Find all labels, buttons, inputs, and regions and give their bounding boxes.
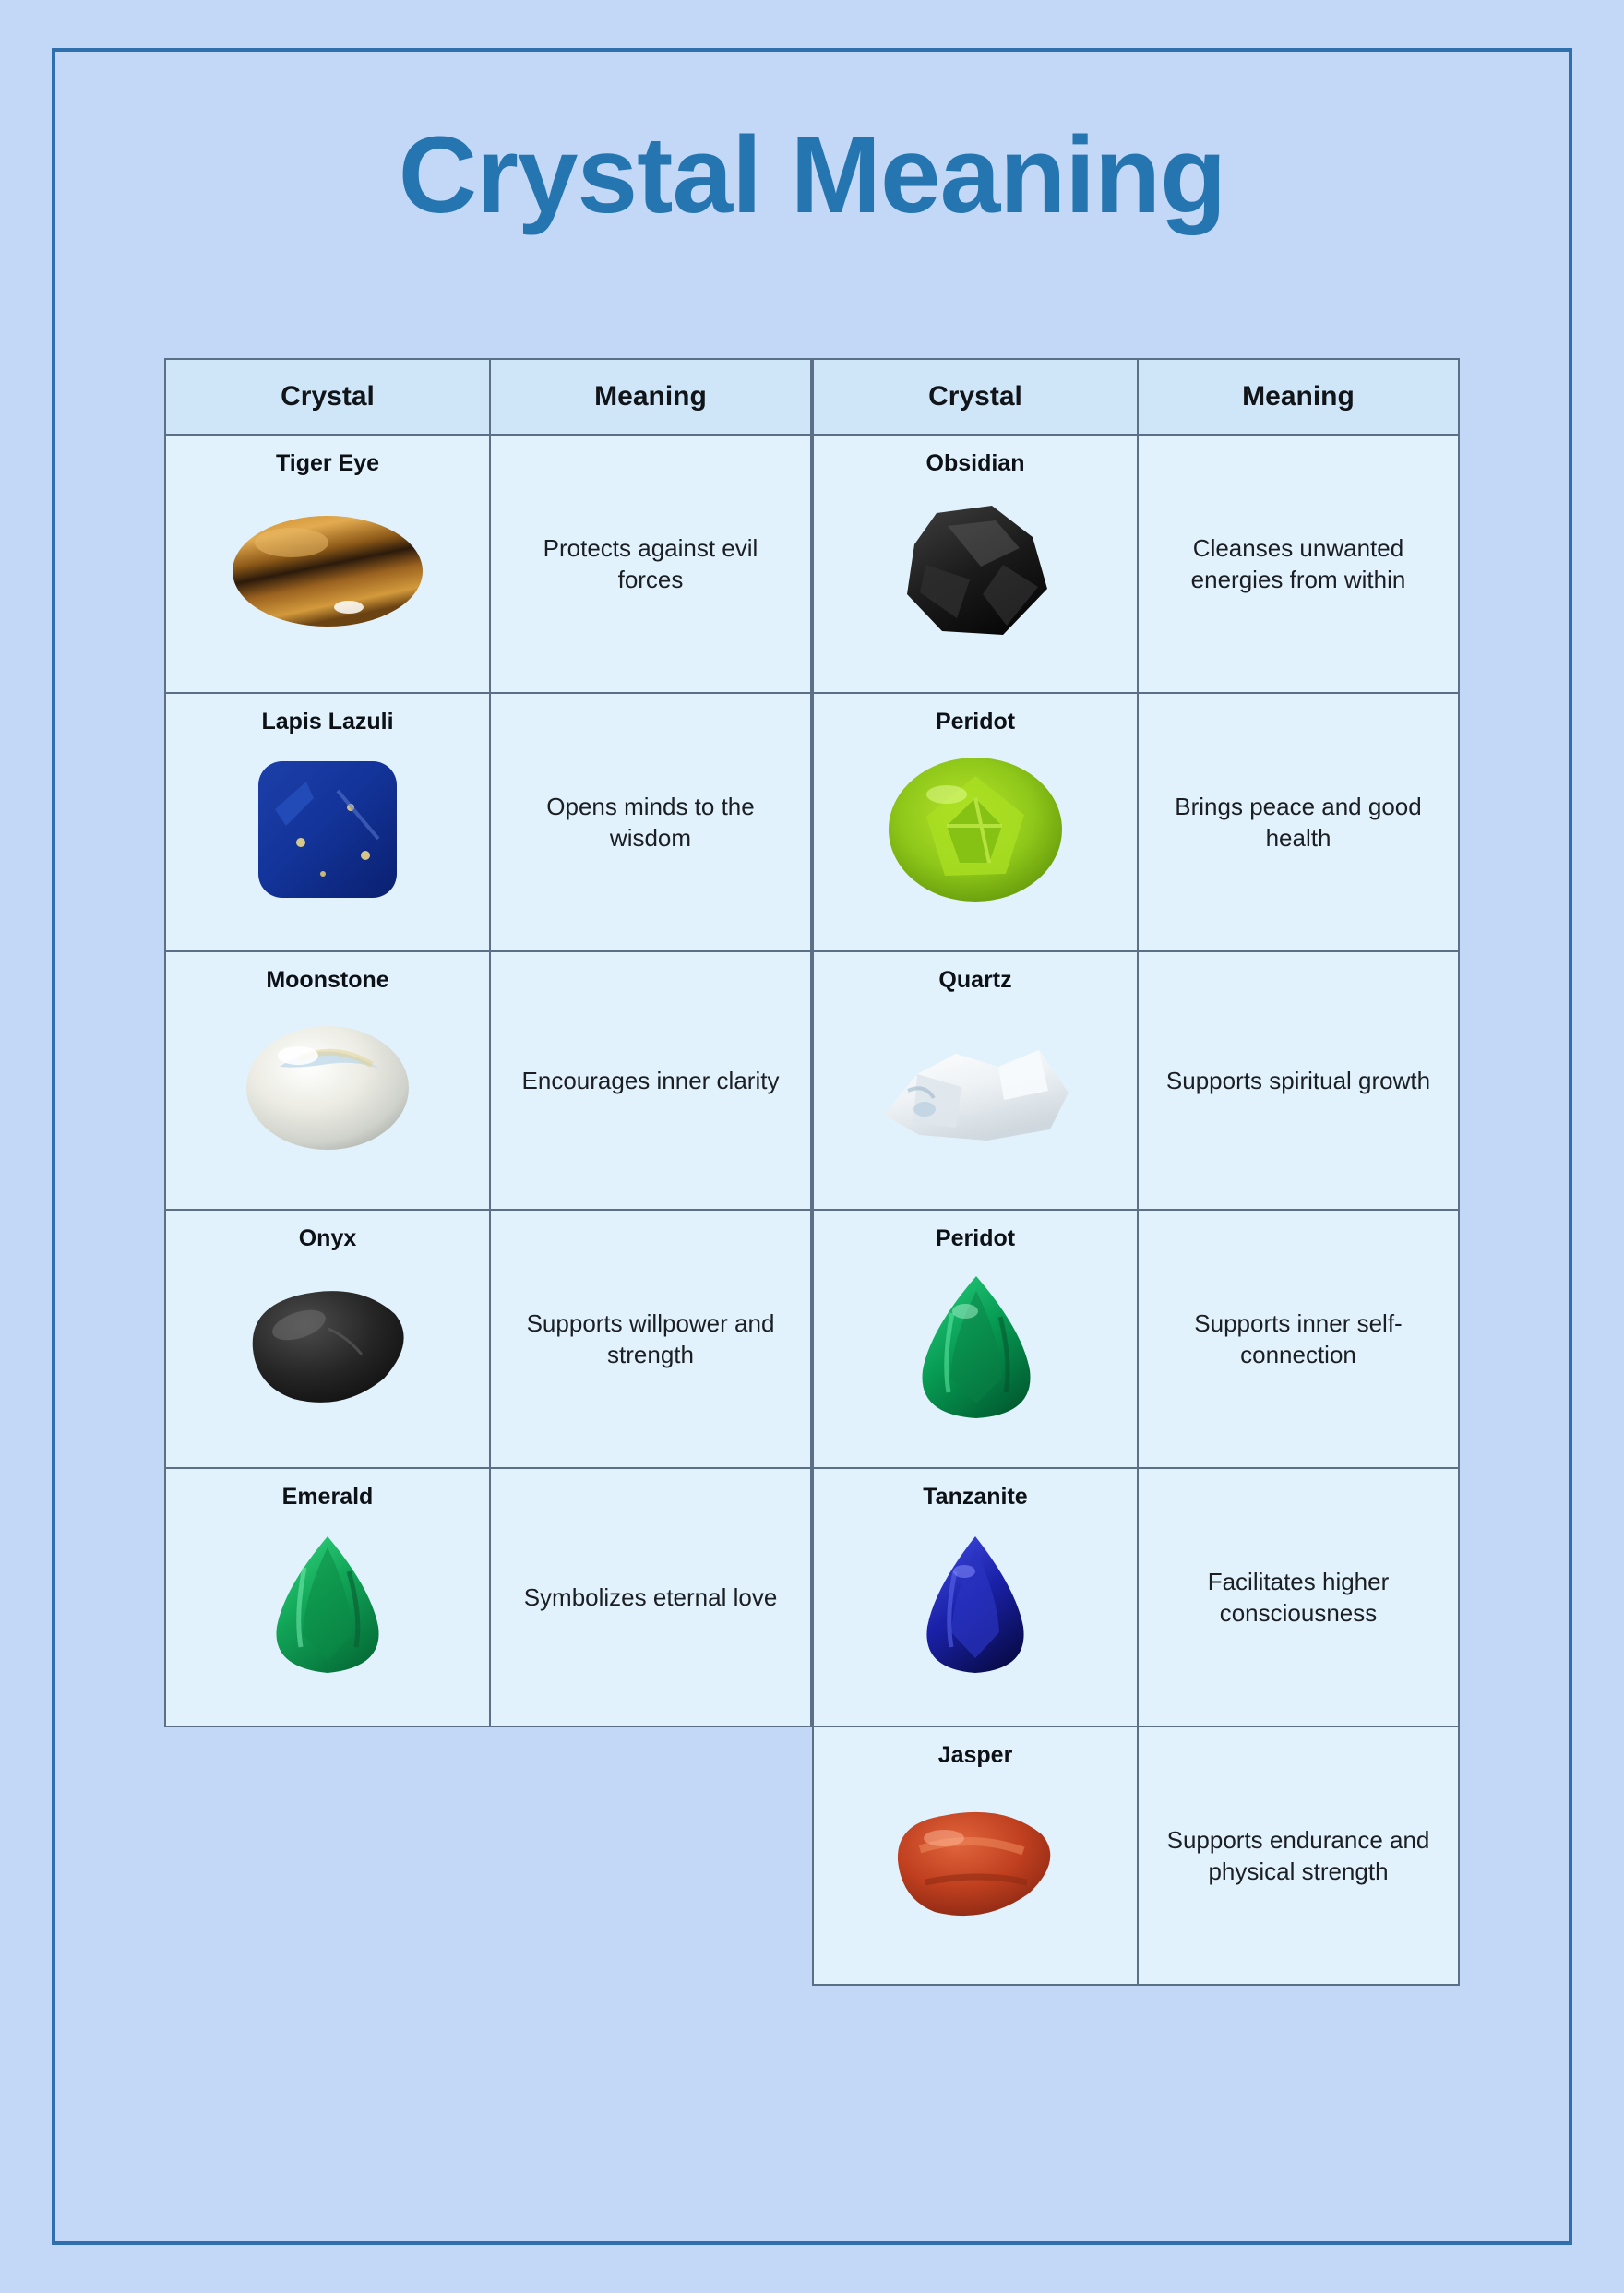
crystal-name: Tanzanite [923,1484,1028,1510]
crystal-cell [813,1726,1138,1985]
table-row [165,1468,811,1726]
meaning-cell: Supports willpower and strength [490,1210,811,1468]
page-title: Crystal Meaning [398,114,1226,236]
jasper-gem-icon [821,1780,1129,1946]
meaning-cell: Brings peace and good health [1138,693,1459,951]
crystal-name: Quartz [938,967,1012,993]
crystal-name: Moonstone [266,967,389,993]
crystal-cell [813,435,1138,693]
meaning-cell: Cleanses unwanted energies from within [1138,435,1459,693]
crystal-name: Jasper [937,1742,1013,1768]
meaning-cell: Encourages inner clarity [490,951,811,1210]
crystal-name: Onyx [298,1225,357,1251]
crystal-cell [165,951,490,1210]
table-row [813,1210,1459,1468]
table-row [165,693,811,951]
meaning-cell: Symbolizes eternal love [490,1468,811,1726]
crystal-table-left [164,358,812,1727]
table-row [165,435,811,693]
table-header-row [813,359,1459,435]
crystal-name: Emerald [281,1484,374,1510]
lapis-lazuli-gem-icon [173,746,482,913]
crystal-name: Peridot [935,1225,1016,1251]
header-crystal: Crystal [165,359,490,435]
table-row [813,1726,1459,1985]
meaning-cell: Supports spiritual growth [1138,951,1459,1210]
onyx-gem-icon [173,1263,482,1429]
table-row [165,1210,811,1468]
table-row [813,693,1459,951]
meaning-cell: Protects against evil forces [490,435,811,693]
crystal-cell [813,1468,1138,1726]
header-meaning: Meaning [490,359,811,435]
emerald-gem-icon [173,1522,482,1688]
crystal-cell [813,951,1138,1210]
crystal-cell [813,693,1138,951]
crystal-cell [813,1210,1138,1468]
meaning-cell: Facilitates higher consciousness [1138,1468,1459,1726]
green-emerald-gem-icon [821,1263,1129,1429]
moonstone-gem-icon [173,1005,482,1171]
tiger-eye-gem-icon [173,488,482,654]
crystal-table-right [812,358,1460,1986]
header-crystal: Crystal [813,359,1138,435]
table-row [165,951,811,1210]
meaning-cell: Supports inner self-connection [1138,1210,1459,1468]
tanzanite-gem-icon [821,1522,1129,1688]
table-header-row [165,359,811,435]
meaning-cell: Opens minds to the wisdom [490,693,811,951]
header-meaning: Meaning [1138,359,1459,435]
tables-container [164,358,1460,1986]
crystal-name: Lapis Lazuli [261,709,394,734]
crystal-cell [165,1468,490,1726]
peridot-gem-icon [821,746,1129,913]
table-row [813,435,1459,693]
quartz-gem-icon [821,1005,1129,1171]
crystal-cell [165,1210,490,1468]
crystal-cell [165,435,490,693]
crystal-cell [165,693,490,951]
table-row [813,951,1459,1210]
crystal-name: Peridot [935,709,1016,734]
crystal-name: Tiger Eye [275,450,380,476]
crystal-name: Obsidian [925,450,1025,476]
meaning-cell: Supports endurance and physical strength [1138,1726,1459,1985]
obsidian-gem-icon [821,488,1129,654]
table-row [813,1468,1459,1726]
